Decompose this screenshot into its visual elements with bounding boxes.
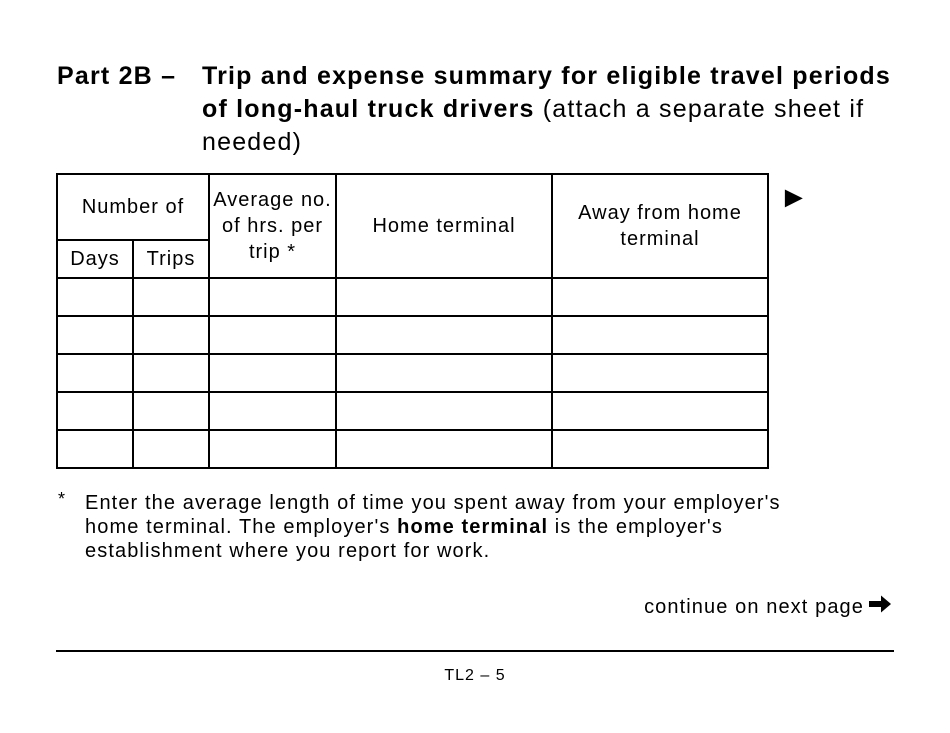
table-row: [57, 430, 768, 468]
home-terminal-cell[interactable]: [336, 316, 552, 354]
average-hours-cell[interactable]: [209, 354, 336, 392]
section-title-bold: Trip and expense summary for eligible travel periods of long-haul truck drivers: [202, 62, 891, 123]
home-terminal-cell[interactable]: [336, 430, 552, 468]
header-average-hours: Average no. of hrs. per trip *: [209, 174, 336, 278]
continue-note: [644, 594, 892, 621]
trips-cell[interactable]: [133, 430, 209, 468]
trip-summary-table: [56, 173, 769, 469]
trips-cell[interactable]: [133, 392, 209, 430]
average-hours-cell[interactable]: [209, 430, 336, 468]
away-from-home-cell[interactable]: [552, 392, 768, 430]
days-cell[interactable]: [57, 316, 133, 354]
footnote-term: home terminal: [397, 516, 549, 538]
divider: [56, 650, 894, 652]
away-from-home-cell[interactable]: [552, 354, 768, 392]
trips-cell[interactable]: [133, 316, 209, 354]
days-cell[interactable]: [57, 354, 133, 392]
home-terminal-cell[interactable]: [336, 354, 552, 392]
average-hours-cell[interactable]: [209, 392, 336, 430]
arrow-right-icon: [868, 594, 892, 621]
header-number-of: Number of: [57, 174, 209, 240]
section-title: [202, 60, 902, 159]
away-from-home-cell[interactable]: [552, 316, 768, 354]
days-cell[interactable]: [57, 278, 133, 316]
trips-cell[interactable]: [133, 354, 209, 392]
table-row: [57, 316, 768, 354]
footnote-text-before: Enter the average length of time you spent away from your employer's home terminal. The employer's: [85, 492, 781, 538]
header-away-from-home: Away from home terminal: [552, 174, 768, 278]
away-from-home-cell[interactable]: [552, 430, 768, 468]
average-hours-cell[interactable]: [209, 316, 336, 354]
home-terminal-cell[interactable]: [336, 392, 552, 430]
average-hours-cell[interactable]: [209, 278, 336, 316]
table-row: [57, 278, 768, 316]
part-label: Part 2B –: [57, 62, 177, 90]
footnote-text: [85, 491, 815, 563]
page-number: TL2 – 5: [444, 667, 506, 684]
table-row: [57, 392, 768, 430]
home-terminal-cell[interactable]: [336, 278, 552, 316]
header-home-terminal: Home terminal: [336, 174, 552, 278]
trips-cell[interactable]: [133, 278, 209, 316]
footnote-text-after: is the employer's establishment where you report for work.: [85, 516, 723, 562]
footnote-marker: *: [58, 489, 67, 509]
table-row: [57, 354, 768, 392]
days-cell[interactable]: [57, 392, 133, 430]
header-days: Days: [57, 240, 133, 278]
away-from-home-cell[interactable]: [552, 278, 768, 316]
section-title-note: (attach a separate sheet if needed): [202, 95, 865, 156]
continue-text: continue on next page: [644, 596, 864, 618]
header-trips: Trips: [133, 240, 209, 278]
play-arrow-icon: ►: [779, 181, 809, 214]
days-cell[interactable]: [57, 430, 133, 468]
